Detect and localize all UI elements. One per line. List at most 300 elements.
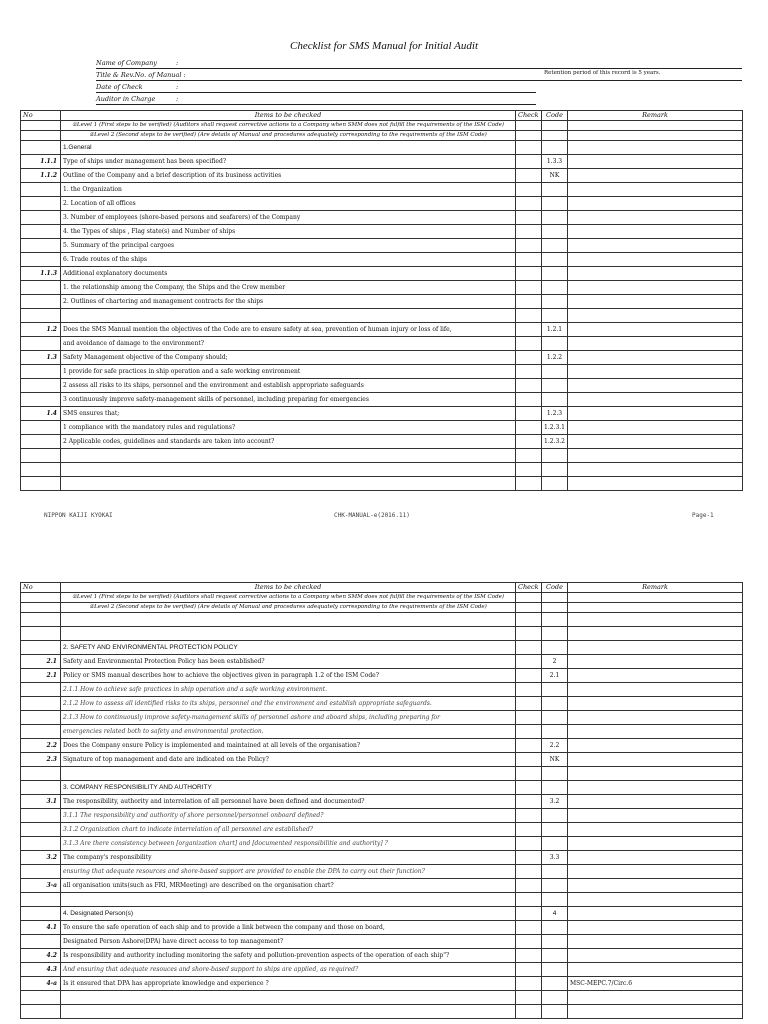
level-2-row [21,131,743,141]
level-1-row [21,121,743,131]
item-text: 1.General [61,141,516,155]
item-text: Signature of top management and date are indicated on the Policy? [61,753,516,767]
check-cell [516,421,542,435]
table-row [21,781,743,795]
item-text: 3.1.2 Organization chart to indicate interrelation of all personnel are established? [61,823,516,837]
table-row [21,239,743,253]
table-row [21,991,743,1005]
code-cell [542,963,568,977]
item-number [21,449,61,463]
table-row [21,253,743,267]
item-number: 3.2 [21,851,61,865]
item-number [21,295,61,309]
code-cell [542,781,568,795]
item-number: 3-a [21,879,61,893]
remark-cell [568,351,743,365]
remark-cell [568,851,743,865]
remark-cell [568,407,743,421]
table-row [21,879,743,893]
item-text: 2. Location of all offices [61,197,516,211]
table-row [21,963,743,977]
item-text: 6. Trade routes of the ships [61,253,516,267]
item-number: 2.2 [21,739,61,753]
remark-cell [568,197,743,211]
item-number [21,393,61,407]
item-text [61,309,516,323]
column-header-no: No [21,111,61,121]
remark-cell [568,295,743,309]
item-number [21,421,61,435]
column-header-remark: Remark [568,583,743,593]
check-cell [516,991,542,1005]
checklist-table [20,110,743,491]
check-cell [516,225,542,239]
check-cell [516,907,542,921]
check-cell [516,197,542,211]
code-cell [542,949,568,963]
item-text: Does the Company ensure Policy is implemented and maintained at all levels of the organisation? [61,739,516,753]
footer-page-number: Page-1 [692,512,714,519]
code-cell [542,197,568,211]
item-number [21,613,61,627]
check-cell [516,683,542,697]
item-number [21,281,61,295]
column-header-check: Check [516,583,542,593]
item-text: Does the SMS Manual mention the objectives of the Code are to ensure safety at sea, prevention of human injury or loss of life, [61,323,516,337]
table-row [21,449,743,463]
code-cell [542,893,568,907]
code-cell: 1.2.2 [542,351,568,365]
remark-cell [568,739,743,753]
table-row [21,337,743,351]
remark-cell [568,907,743,921]
item-text: 3. Number of employees (shore-based persons and seafarers) of the Company [61,211,516,225]
remark-cell [568,725,743,739]
item-text [61,463,516,477]
item-text [61,627,516,641]
item-number [21,225,61,239]
item-number [21,379,61,393]
item-number [21,641,61,655]
item-number [21,253,61,267]
check-cell [516,949,542,963]
check-cell [516,435,542,449]
table-row [21,865,743,879]
table-row [21,753,743,767]
check-cell [516,809,542,823]
check-cell [516,393,542,407]
table-row [21,463,743,477]
item-number [21,239,61,253]
item-text: 2 Applicable codes, guidelines and standards are taken into account? [61,435,516,449]
table-row [21,627,743,641]
item-text: And ensuring that adequate resouces and shore-based support to ships are applied, as required? [61,963,516,977]
check-cell [516,697,542,711]
remark-cell [568,1005,743,1019]
item-text: 4. Designated Person(s) [61,907,516,921]
remark-cell [568,711,743,725]
level-1-note: ①Level 1 (First steps to be verified) (Auditors shall request corrective actions to a Company when SMM does not fulfill the requirements of the ISM Code) [61,593,516,603]
check-cell [516,253,542,267]
table-row [21,435,743,449]
code-cell [542,809,568,823]
table-row [21,725,743,739]
remark-cell [568,477,743,491]
table-row [21,739,743,753]
item-text: 3 continuously improve safety-management skills of personnel, including preparing for emergencies [61,393,516,407]
check-cell [516,309,542,323]
check-cell [516,613,542,627]
code-cell [542,477,568,491]
check-cell [516,323,542,337]
check-cell [516,155,542,169]
code-cell: 3.2 [542,795,568,809]
table-row [21,641,743,655]
table-row [21,949,743,963]
item-text: 1 provide for safe practices in ship operation and a safe working environment [61,365,516,379]
item-text: Is responsibility and authority including monitoring the safety and pollution-prevention aspects of the operation of each ship"? [61,949,516,963]
item-text: all organisation units(such as FRI, MRMeeting) are described on the organisation chart? [61,879,516,893]
remark-cell [568,169,743,183]
remark-cell [568,239,743,253]
table-row [21,809,743,823]
check-cell [516,627,542,641]
code-cell [542,879,568,893]
remark-cell [568,865,743,879]
remark-cell [568,963,743,977]
table-row [21,613,743,627]
code-cell [542,683,568,697]
remark-cell [568,837,743,851]
item-text: 2. Outlines of chartering and management contracts for the ships [61,295,516,309]
checklist-page-1: Checklist for SMS Manual for Initial Audit Name of Company : Title & Rev.No. of Manual : Date of Check : Auditor in Charge : Retention period of this record is 5 years. No Items to be checked Check Code Remark ①Level 1 (First steps to be verified) (Auditors shall request corrective actions to a Company when SMM does not fulfill the requirements of the ISM Code) ②Level 2 (Second steps to be verified) (Are details of Manual and procedures adequately corresponding to the requirements of the ISM Code) 1.General 1.1.1 Type of ships under management has been specified? 1.3.3 1.1.2 Outline of the Company and a brief description of its business activities NK 1. the Organization 2. Location of all offices 3. Number of employees (shore-based persons and seafarers) of the Company 4. the Types of ships , Flag state(s) and Number of ships 5. Summary of the principal cargoes 6. Trade routes of the ships 1.1.3 Additional explanatory documents 1. the relationship among the Company, the Ships and the Crew member 2. Outlines of chartering and management contracts for the ships 1.2 Does the SMS Manual mention the objectives of the Code are to ensure safety at sea, prevention of human injury or loss of life, 1.2.1 and avoidance of damage to the environment? 1.3 Safety Management objective of the Company should; 1.2.2 1 provide for safe practices in ship operation and a safe working environment 2 assess all risks to its ships, personnel and the environment and establish appropriate safeguards 3 continuously improve safety-management skills of personnel, including preparing for emergencies 1.4 SMS ensures that; 1.2.3 1 compliance with the mandatory rules and regulations? 1.2.3.1 2 Applicable codes, guidelines and standards are taken into account? 1.2.3.2 NIPPON KAIJI KYOKAI CHK-MANUAL-e(2016.11) Page-1 [0,0,768,540]
header-underline [96,80,742,81]
check-cell [516,879,542,893]
remark-cell [568,309,743,323]
item-text: 5. Summary of the principal cargoes [61,239,516,253]
item-text: ensuring that adequate resources and shore-based support are provided to enable the DPA to carry out their function? [61,865,516,879]
item-text [61,991,516,1005]
remark-cell [568,935,743,949]
code-cell [542,211,568,225]
item-number [21,463,61,477]
column-header-remark: Remark [568,111,743,121]
check-cell [516,963,542,977]
document-title: Checklist for SMS Manual for Initial Audit [289,40,478,52]
check-cell [516,641,542,655]
item-text: SMS ensures that; [61,407,516,421]
table-row [21,169,743,183]
code-cell [542,449,568,463]
check-cell [516,767,542,781]
remark-cell [568,921,743,935]
table-row [21,211,743,225]
code-cell: 3.3 [542,851,568,865]
table-row [21,309,743,323]
item-number [21,893,61,907]
item-number [21,477,61,491]
item-text: Additional explanatory documents [61,267,516,281]
item-number [21,865,61,879]
check-cell [516,351,542,365]
table-row [21,795,743,809]
column-header-check: Check [516,111,542,121]
check-cell [516,337,542,351]
check-cell [516,365,542,379]
column-header-items: Items to be checked [61,583,516,593]
level-2-row [21,603,743,613]
code-cell [542,281,568,295]
check-cell [516,977,542,991]
remark-cell [568,949,743,963]
remark-cell [568,991,743,1005]
item-number [21,365,61,379]
item-number: 4.1 [21,921,61,935]
remark-cell [568,393,743,407]
item-number: 4-a [21,977,61,991]
remark-cell [568,267,743,281]
level-2-note: ②Level 2 (Second steps to be verified) (Are details of Manual and procedures adequately corresponding to the requirements of the ISM Code) [61,131,516,141]
checklist-table [20,582,743,1019]
item-number [21,627,61,641]
table-row [21,711,743,725]
item-number [21,309,61,323]
code-cell: NK [542,169,568,183]
item-text: 2. SAFETY AND ENVIRONMENTAL PROTECTION POLICY [61,641,516,655]
table-header-row [21,583,743,593]
code-cell: 1.2.3 [542,407,568,421]
remark-cell [568,337,743,351]
remark-cell [568,365,743,379]
code-cell [542,823,568,837]
table-row [21,393,743,407]
code-cell [542,991,568,1005]
remark-cell [568,767,743,781]
remark-cell [568,225,743,239]
table-row [21,697,743,711]
table-row [21,281,743,295]
check-cell [516,239,542,253]
remark-cell [568,435,743,449]
check-cell [516,183,542,197]
header-underline [96,104,536,105]
item-number [21,907,61,921]
footer-organization: NIPPON KAIJI KYOKAI [44,512,113,519]
table-row [21,935,743,949]
code-cell [542,935,568,949]
item-text: 3. COMPANY RESPONSIBILITY AND AUTHORITY [61,781,516,795]
header-underline [96,92,536,93]
code-cell [542,725,568,739]
item-number [21,935,61,949]
table-row [21,351,743,365]
item-number: 2.1 [21,669,61,683]
remark-cell [568,421,743,435]
table-header-row [21,111,743,121]
code-cell [542,267,568,281]
item-text: Safety and Environmental Protection Policy has been established? [61,655,516,669]
item-text: Safety Management objective of the Company should; [61,351,516,365]
remark-cell [568,627,743,641]
table-row [21,669,743,683]
code-cell: 1.2.3.2 [542,435,568,449]
item-number [21,837,61,851]
code-cell: NK [542,753,568,767]
item-text: 4. the Types of ships , Flag state(s) and Number of ships [61,225,516,239]
remark-cell [568,823,743,837]
code-cell: 2.2 [542,739,568,753]
check-cell [516,711,542,725]
column-header-no: No [21,583,61,593]
item-number [21,1005,61,1019]
check-cell [516,781,542,795]
code-cell [542,183,568,197]
code-cell: 4 [542,907,568,921]
column-header-items: Items to be checked [61,111,516,121]
item-text: 2.1.3 How to continuously improve safety-management skills of personnel ashore and aboard ships, including preparing for [61,711,516,725]
table-row [21,851,743,865]
item-text: 2.1.1 How to achieve safe practices in ship operation and a safe working environment. [61,683,516,697]
table-row [21,421,743,435]
item-number [21,435,61,449]
item-text: and avoidance of damage to the environment? [61,337,516,351]
check-cell [516,655,542,669]
check-cell [516,935,542,949]
remark-cell [568,669,743,683]
check-cell [516,267,542,281]
code-cell [542,253,568,267]
column-header-code: Code [542,583,568,593]
code-cell [542,921,568,935]
code-cell [542,463,568,477]
code-cell [542,337,568,351]
item-number: 4.3 [21,963,61,977]
check-cell [516,669,542,683]
code-cell [542,141,568,155]
check-cell [516,725,542,739]
remark-cell [568,641,743,655]
item-text [61,767,516,781]
remark-cell [568,463,743,477]
item-number [21,697,61,711]
code-cell [542,627,568,641]
remark-cell [568,155,743,169]
code-cell [542,641,568,655]
item-text: 2.1.2 How to assess all identified risks to its ships, personnel and the environment and establish appropriate safeguards. [61,697,516,711]
item-text: 1. the relationship among the Company, the Ships and the Crew member [61,281,516,295]
remark-cell: MSC-MEPC.7/Circ.6 [568,977,743,991]
table-row [21,407,743,421]
remark-cell [568,795,743,809]
remark-cell [568,613,743,627]
check-cell [516,449,542,463]
code-cell [542,977,568,991]
item-number [21,197,61,211]
table-row [21,655,743,669]
code-cell [542,711,568,725]
code-cell: 2.1 [542,669,568,683]
remark-cell [568,281,743,295]
item-number [21,725,61,739]
item-number [21,767,61,781]
remark-cell [568,141,743,155]
table-row [21,323,743,337]
item-text: Designated Person Ashore(DPA) have direct access to top management? [61,935,516,949]
item-text: Is it ensured that DPA has appropriate knowledge and experience ? [61,977,516,991]
table-row [21,907,743,921]
remark-cell [568,449,743,463]
code-cell: 1.3.3 [542,155,568,169]
item-text: 2 assess all risks to its ships, personnel and the environment and establish appropriate safeguards [61,379,516,393]
remark-cell [568,183,743,197]
check-cell [516,141,542,155]
item-text: 3.1.3 Are there consistency between [organization chart] and [documented responsibilitie and authority] ? [61,837,516,851]
item-text [61,477,516,491]
table-row [21,1005,743,1019]
check-cell [516,407,542,421]
item-number: 3.1 [21,795,61,809]
column-header-code: Code [542,111,568,121]
item-text: The company's responsibility [61,851,516,865]
table-row [21,683,743,697]
code-cell [542,767,568,781]
item-number: 1.4 [21,407,61,421]
check-cell [516,865,542,879]
table-row [21,295,743,309]
check-cell [516,921,542,935]
remark-cell [568,253,743,267]
table-row [21,141,743,155]
table-row [21,197,743,211]
retention-note: Retention period of this record is 5 years. [544,70,661,76]
item-number: 1.2 [21,323,61,337]
item-number: 1.3 [21,351,61,365]
table-row [21,767,743,781]
item-text: 1. the Organization [61,183,516,197]
table-row [21,893,743,907]
item-number: 1.1.3 [21,267,61,281]
code-cell [542,309,568,323]
remark-cell [568,809,743,823]
item-text: The responsibility, authority and interrelation of all personnel have been defined and documented? [61,795,516,809]
code-cell: 1.2.1 [542,323,568,337]
table-row [21,837,743,851]
code-cell [542,837,568,851]
table-row [21,365,743,379]
check-cell [516,169,542,183]
item-number [21,823,61,837]
code-cell [542,295,568,309]
code-cell [542,865,568,879]
item-number: 1.1.1 [21,155,61,169]
item-number: 2.3 [21,753,61,767]
check-cell [516,281,542,295]
code-cell [542,365,568,379]
table-row [21,477,743,491]
checklist-page-2 [0,578,768,1024]
table-row [21,267,743,281]
item-number [21,991,61,1005]
item-number: 2.1 [21,655,61,669]
remark-cell [568,683,743,697]
item-number [21,211,61,225]
item-text [61,613,516,627]
item-number: 1.1.2 [21,169,61,183]
remark-cell [568,893,743,907]
check-cell [516,739,542,753]
item-text: Type of ships under management has been specified? [61,155,516,169]
code-cell: 1.2.3.1 [542,421,568,435]
